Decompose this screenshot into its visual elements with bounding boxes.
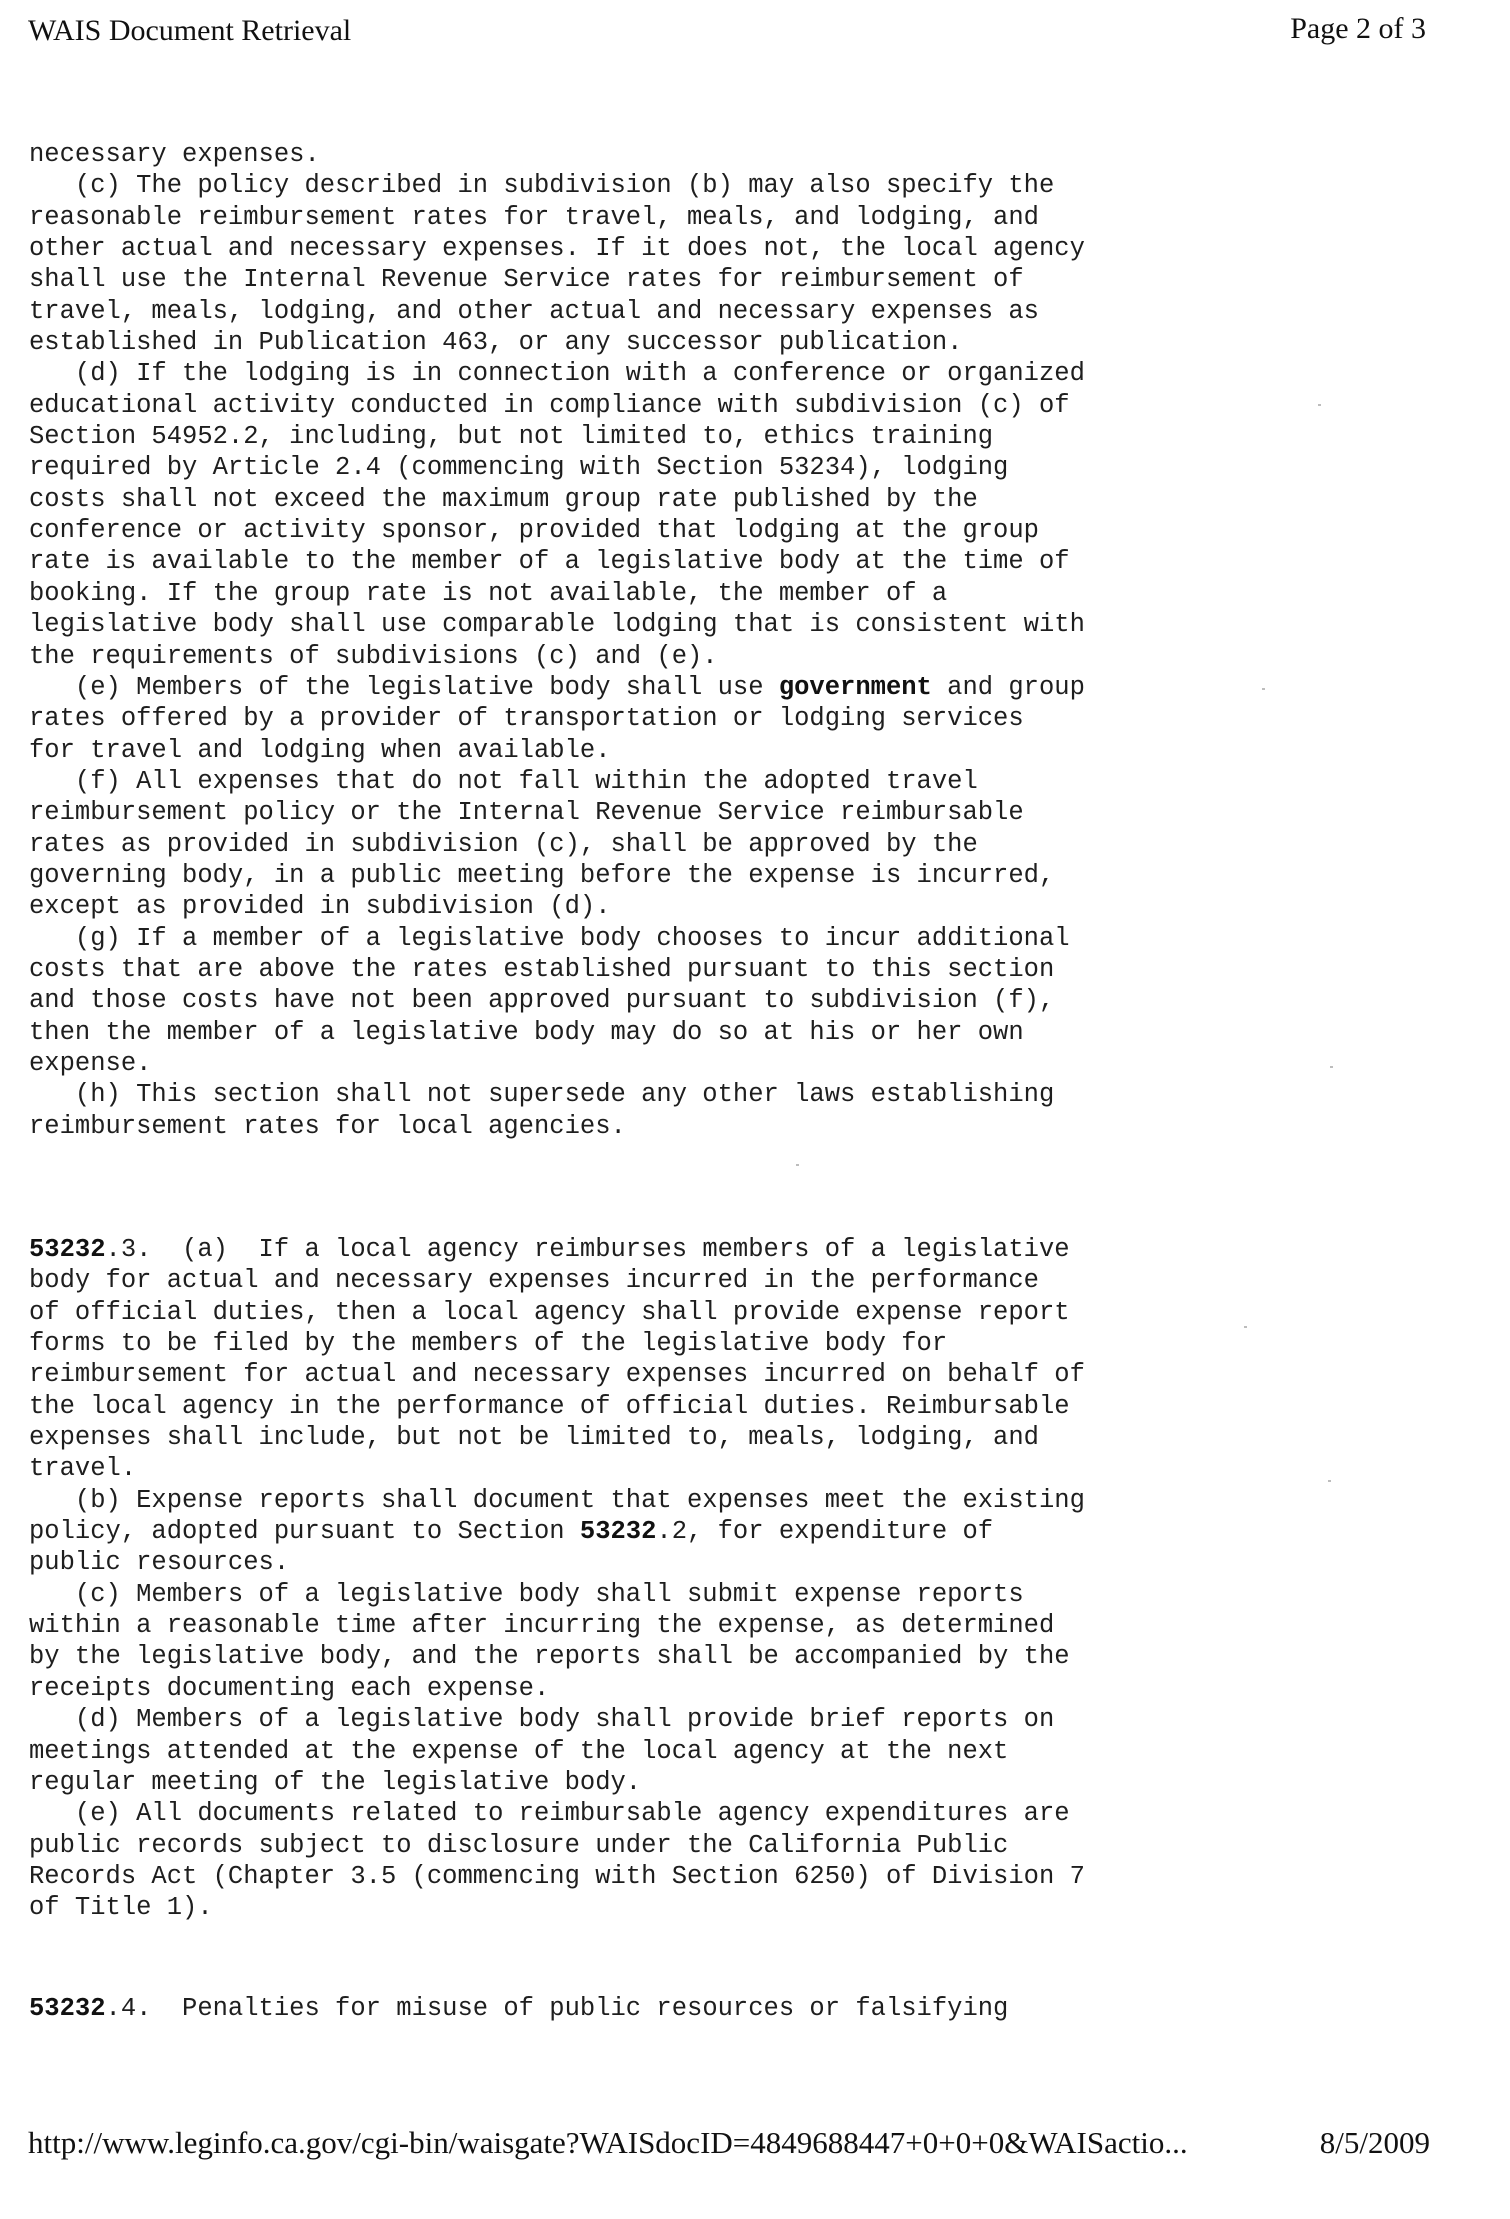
text-line: within a reasonable time after incurring the expense, as determined (29, 1611, 1055, 1641)
section-number: 53232 (29, 1994, 106, 2023)
highlighted-term: government (778, 672, 932, 702)
text-line: except as provided in subdivision (d). (29, 892, 611, 922)
text-line: the local agency in the performance of official duties. Reimbursable (29, 1391, 1070, 1421)
section-53232-3 (29, 1234, 1085, 1924)
section-53232-4 (29, 1993, 1008, 2024)
section-53232-2-continued (29, 139, 1085, 1142)
text-line: (d) If the lodging is in connection with a conference or organized (29, 359, 1085, 389)
text-line: reasonable reimbursement rates for travel, meals, and lodging, and (29, 202, 1039, 232)
text-line: of official duties, then a local agency shall provide expense report (29, 1297, 1070, 1327)
text-line: conference or activity sponsor, provided that lodging at the group (29, 516, 1039, 546)
scan-speck (1328, 1480, 1331, 1482)
text-line: expenses shall include, but not be limited to, meals, lodging, and (29, 1423, 1039, 1453)
text-line: costs shall not exceed the maximum group rate published by the (29, 484, 978, 514)
text-line: (b) Expense reports shall document that expenses meet the existing (29, 1485, 1085, 1515)
text-line: expense. (29, 1048, 152, 1078)
text-line: costs that are above the rates established pursuant to this section (29, 954, 1055, 984)
text-line: reimbursement rates for local agencies. (29, 1111, 626, 1141)
text-line: booking. If the group rate is not available, the member of a (29, 578, 948, 608)
page-number: Page 2 of 3 (1290, 12, 1426, 45)
text-line-tail: and group (931, 672, 1085, 702)
text-line: governing body, in a public meeting before the expense is incurred, (29, 860, 1055, 890)
scan-speck (1330, 1066, 1333, 1068)
text-line: legislative body shall use comparable lodging that is consistent with (29, 610, 1085, 640)
text-line: of Title 1). (29, 1893, 213, 1923)
text-line: (c) Members of a legislative body shall submit expense reports (29, 1579, 1024, 1609)
text-line-tail: .2, for expenditure of (656, 1517, 994, 1547)
text-line: the requirements of subdivisions (c) and (e). (29, 641, 718, 671)
text-line: rate is available to the member of a legislative body at the time of (29, 547, 1070, 577)
page-footer-date: 8/5/2009 (1319, 2125, 1430, 2160)
text-line: established in Publication 463, or any successor publication. (29, 328, 963, 358)
text-line: Section 54952.2, including, but not limited to, ethics training (29, 422, 994, 452)
section-heading-text: .3. (a) If a local agency reimburses members of a legislative (105, 1235, 1070, 1264)
text-line: for travel and lodging when available. (29, 735, 611, 765)
scan-speck (1244, 1326, 1247, 1328)
text-line: and those costs have not been approved pursuant to subdivision (f), (29, 986, 1055, 1016)
scan-speck (1318, 404, 1321, 406)
text-line: rates as provided in subdivision (c), shall be approved by the (29, 829, 978, 859)
text-line: body for actual and necessary expenses incurred in the performance (29, 1266, 1039, 1296)
page-footer-url: http://www.leginfo.ca.gov/cgi-bin/waisgate?WAISdocID=4849688447+0+0+0&WAISactio... (28, 2125, 1188, 2160)
text-line: (e) Members of the legislative body shall use (29, 672, 779, 702)
section-heading-text: .4. Penalties for misuse of public resources or falsifying (105, 1994, 1009, 2023)
text-line: (e) All documents related to reimbursable agency expenditures are (29, 1799, 1070, 1829)
text-line: educational activity conducted in compliance with subdivision (c) of (29, 390, 1070, 420)
text-line: reimbursement for actual and necessary expenses incurred on behalf of (29, 1360, 1085, 1390)
text-line: receipts documenting each expense. (29, 1673, 550, 1703)
text-line: (d) Members of a legislative body shall provide brief reports on (29, 1705, 1055, 1735)
section-reference: 53232 (579, 1517, 657, 1547)
section-number: 53232 (29, 1235, 106, 1264)
text-line: meetings attended at the expense of the local agency at the next (29, 1736, 1009, 1766)
text-line: regular meeting of the legislative body. (29, 1767, 642, 1797)
text-line: public resources. (29, 1548, 290, 1578)
scan-speck (1262, 688, 1265, 690)
page-header-title: WAIS Document Retrieval (28, 14, 352, 47)
text-line: (g) If a member of a legislative body chooses to incur additional (29, 923, 1070, 953)
text-line: required by Article 2.4 (commencing with Section 53234), lodging (29, 453, 1009, 483)
text-line: reimbursement policy or the Internal Revenue Service reimbursable (29, 798, 1024, 828)
text-line: public records subject to disclosure under the California Public (29, 1830, 1009, 1860)
text-line: rates offered by a provider of transportation or lodging services (29, 704, 1024, 734)
text-line: forms to be filed by the members of the legislative body for (29, 1329, 948, 1359)
text-line: (h) This section shall not supersede any other laws establishing (29, 1080, 1055, 1110)
text-line: travel. (29, 1454, 137, 1484)
text-line: then the member of a legislative body may do so at his or her own (29, 1017, 1024, 1047)
text-line: (c) The policy described in subdivision (b) may also specify the (29, 171, 1055, 201)
text-line: by the legislative body, and the reports shall be accompanied by the (29, 1642, 1070, 1672)
text-line: other actual and necessary expenses. If it does not, the local agency (29, 234, 1085, 264)
text-line: Records Act (Chapter 3.5 (commencing with Section 6250) of Division 7 (29, 1861, 1085, 1891)
text-line: policy, adopted pursuant to Section (29, 1517, 580, 1547)
text-line: (f) All expenses that do not fall within the adopted travel (29, 766, 978, 796)
text-line: necessary expenses. (29, 140, 320, 169)
scan-speck (796, 1164, 799, 1166)
text-line: shall use the Internal Revenue Service rates for reimbursement of (29, 265, 1024, 295)
text-line: travel, meals, lodging, and other actual and necessary expenses as (29, 296, 1039, 326)
